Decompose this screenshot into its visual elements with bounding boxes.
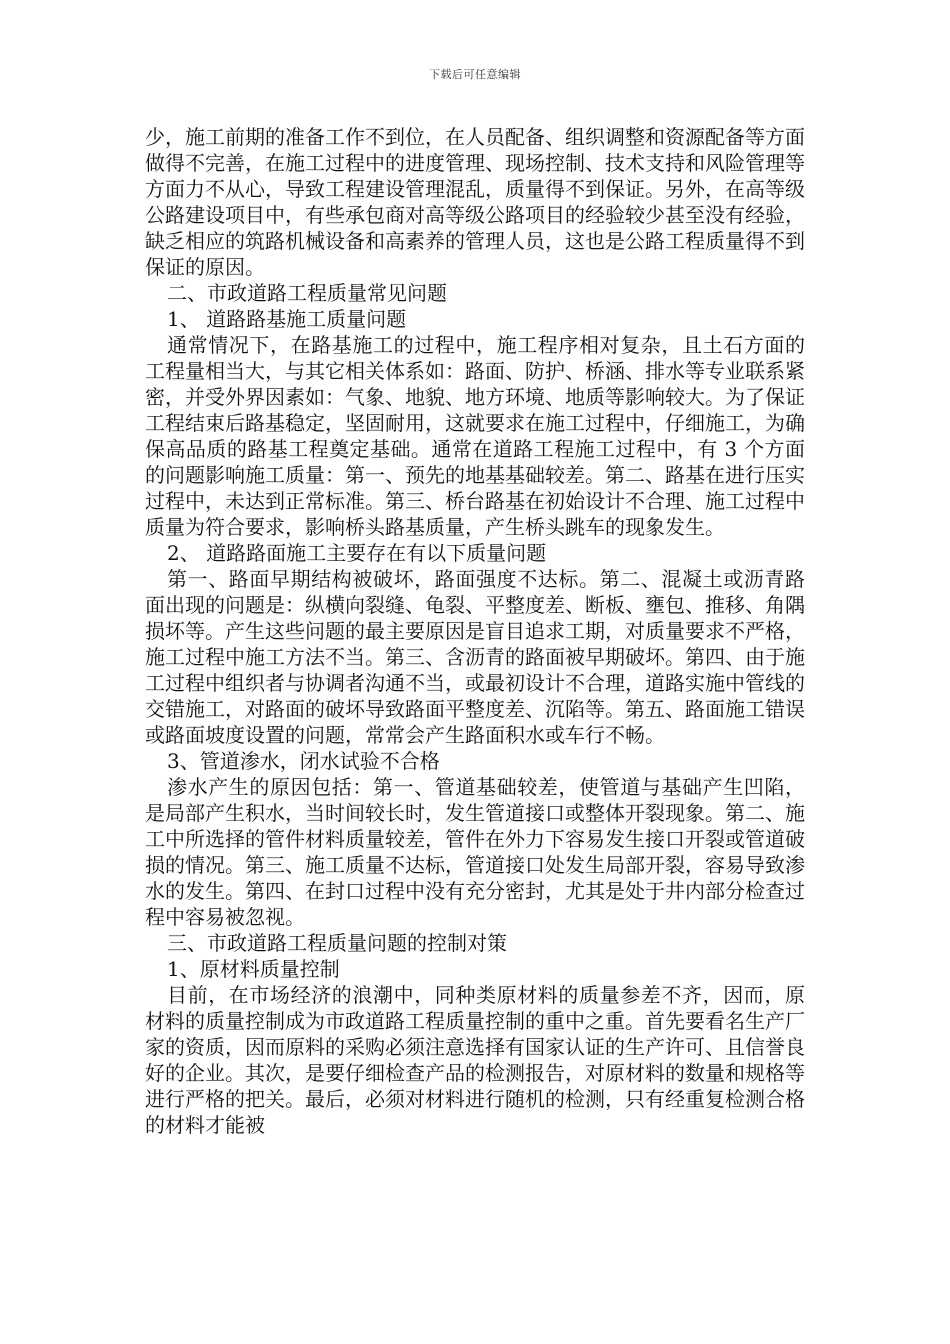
paragraph-roadbed: 通常情况下，在路基施工的过程中，施工程序相对复杂，且土石方面的工程量相当大，与其它相关体系如：路面、防护、桥涵、排水等专业联系紧密，并受外界因素如：气象、地貌、地方环境、地质等影响较大。为了保证工程结束后路基稳定，坚固耐用，这就要求在施工过程中，仔细施工，为确保高品质的路基工程奠定基础。通常在道路工程施工过程中，有 3 个方面的问题影响施工质量：第一、预先的地基基础较差。第二、路基在进行压实过程中，未达到正常标准。第三、桥台路基在初始设计不合理、施工过程中质量为符合要求，影响桥头路基质量，产生桥头跳车的现象发生。	[145, 333, 805, 539]
paragraph-continuation: 少，施工前期的准备工作不到位，在人员配备、组织调整和资源配备等方面做得不完善，在施工过程中的进度管理、现场控制、技术支持和风险管理等方面力不从心，导致工程建设管理混乱，质量得不到保证。另外，在高等级公路建设项目中，有些承包商对高等级公路项目的经验较少甚至没有经验，缺乏相应的筑路机械设备和高素养的管理人员，这也是公路工程质量得不到保证的原因。	[145, 125, 805, 279]
paragraph-pipeline: 渗水产生的原因包括：第一、管道基础较差，使管道与基础产生凹陷，是局部产生积水，当时间较长时，发生管道接口或整体开裂现象。第二、施工中所选择的管件材料质量较差，管件在外力下容易发生接口开裂或管道破损的情况。第三、施工质量不达标，管道接口处发生局部开裂，容易导致渗水的发生。第四、在封口过程中没有充分密封，尤其是处于井内部分检查过程中容易被忽视。	[145, 775, 805, 929]
document-body	[145, 124, 805, 1138]
paragraph-pavement: 第一、路面早期结构被破坏，路面强度不达标。第二、混凝土或沥青路面出现的问题是：纵横向裂缝、龟裂、平整度差、断板、壅包、推移、角隅损坏等。产生这些问题的最主要原因是盲目追求工期，对质量要求不严格，施工过程中施工方法不当。第三、含沥青的路面被早期破坏。第四、由于施工过程中组织者与协调者沟通不当，或最初设计不合理，道路实施中管线的交错施工，对路面的破坏导致路面平整度差、沉陷等。第五、路面施工错误或路面坡度设置的问题，常常会产生路面积水或车行不畅。	[145, 567, 805, 747]
page-header: 下载后可任意编辑	[429, 68, 521, 81]
subheading-materials: 1、原材料质量控制	[167, 957, 340, 981]
section-heading-3: 三、市政道路工程质量问题的控制对策	[167, 931, 507, 955]
subheading-pipeline: 3、管道渗水，闭水试验不合格	[167, 749, 440, 773]
paragraph-materials: 目前，在市场经济的浪潮中，同种类原材料的质量参差不齐，因而，原材料的质量控制成为市政道路工程质量控制的重中之重。首先要看名生产厂家的资质，因而原料的采购必须注意选择有国家认证的生产许可、且信誉良好的企业。其次，是要仔细检查产品的检测报告，对原材料的数量和规格等进行严格的把关。最后，必须对材料进行随机的检测，只有经重复检测合格的材料才能被	[145, 983, 805, 1137]
section-heading-2: 二、市政道路工程质量常见问题	[167, 281, 447, 305]
subheading-roadbed: 1、 道路路基施工质量问题	[167, 307, 407, 331]
subheading-pavement: 2、 道路路面施工主要存在有以下质量问题	[167, 541, 547, 565]
